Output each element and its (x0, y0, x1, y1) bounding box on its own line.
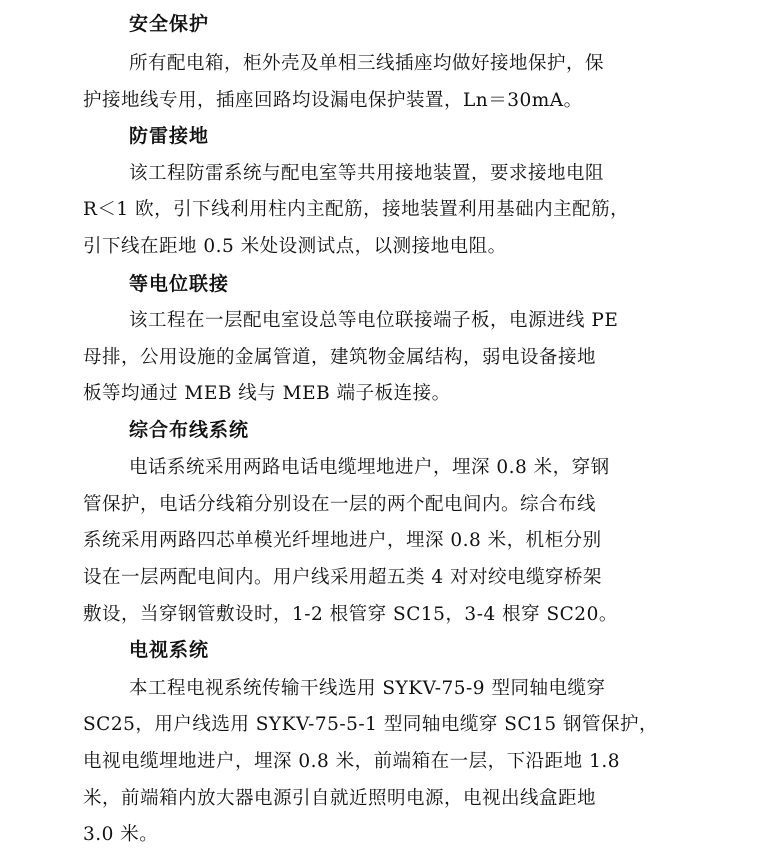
paragraph-line: 本工程电视系统传输干线选用 SYKV-75-9 型同轴电缆穿 (129, 678, 606, 699)
paragraph-line: 敷设，当穿钢管敷设时，1-2 根管穿 SC15，3-4 根穿 SC20。 (83, 604, 618, 625)
paragraph-line: 米，前端箱内放大器电源引自就近照明电源，电视出线盒距地 (83, 788, 597, 809)
paragraph-line: R＜1 欧，引下线利用柱内主配筋，接地装置利用基础内主配筋， (83, 199, 630, 220)
paragraph-line: 3.0 米。 (83, 824, 159, 845)
paragraph-line: 该工程防雷系统与配电室等共用接地装置，要求接地电阻 (129, 163, 605, 184)
paragraph-line: 板等均通过 MEB 线与 MEB 端子板连接。 (83, 383, 451, 404)
paragraph-line: 电话系统采用两路电话电缆埋地进户，埋深 0.8 米，穿钢 (129, 457, 610, 478)
paragraph-line: 系统采用两路四芯单模光纤埋地进户，埋深 0.8 米，机柜分别 (83, 530, 602, 551)
paragraph-line: 设在一层两配电间内。用户线采用超五类 4 对对绞电缆穿桥架 (83, 567, 603, 588)
section-heading-equipotential: 等电位联接 (129, 273, 230, 295)
paragraph-line: 该工程在一层配电室设总等电位联接端子板，电源进线 PE (129, 310, 619, 331)
section-heading-cabling: 综合布线系统 (129, 419, 250, 441)
paragraph-line: 所有配电箱，柜外壳及单相三线插座均做好接地保护，保 (129, 53, 605, 74)
paragraph-line: 电视电缆埋地进户，埋深 0.8 米，前端箱在一层，下沿距地 1.8 (83, 751, 620, 772)
paragraph-line: SC25，用户线选用 SYKV-75-5-1 型同轴电缆穿 SC15 钢管保护， (83, 714, 658, 735)
section-heading-safety: 安全保护 (129, 13, 210, 35)
paragraph-line: 护接地线专用，插座回路均设漏电保护装置，Ln＝30mA。 (83, 90, 583, 111)
section-heading-tv: 电视系统 (129, 639, 210, 661)
paragraph-line: 母排，公用设施的金属管道，建筑物金属结构，弱电设备接地 (83, 347, 597, 368)
paragraph-line: 引下线在距地 0.5 米处设测试点，以测接地电阻。 (83, 236, 507, 257)
section-heading-lightning: 防雷接地 (129, 125, 210, 147)
paragraph-line: 管保护，电话分线箱分别设在一层的两个配电间内。综合布线 (83, 494, 597, 515)
